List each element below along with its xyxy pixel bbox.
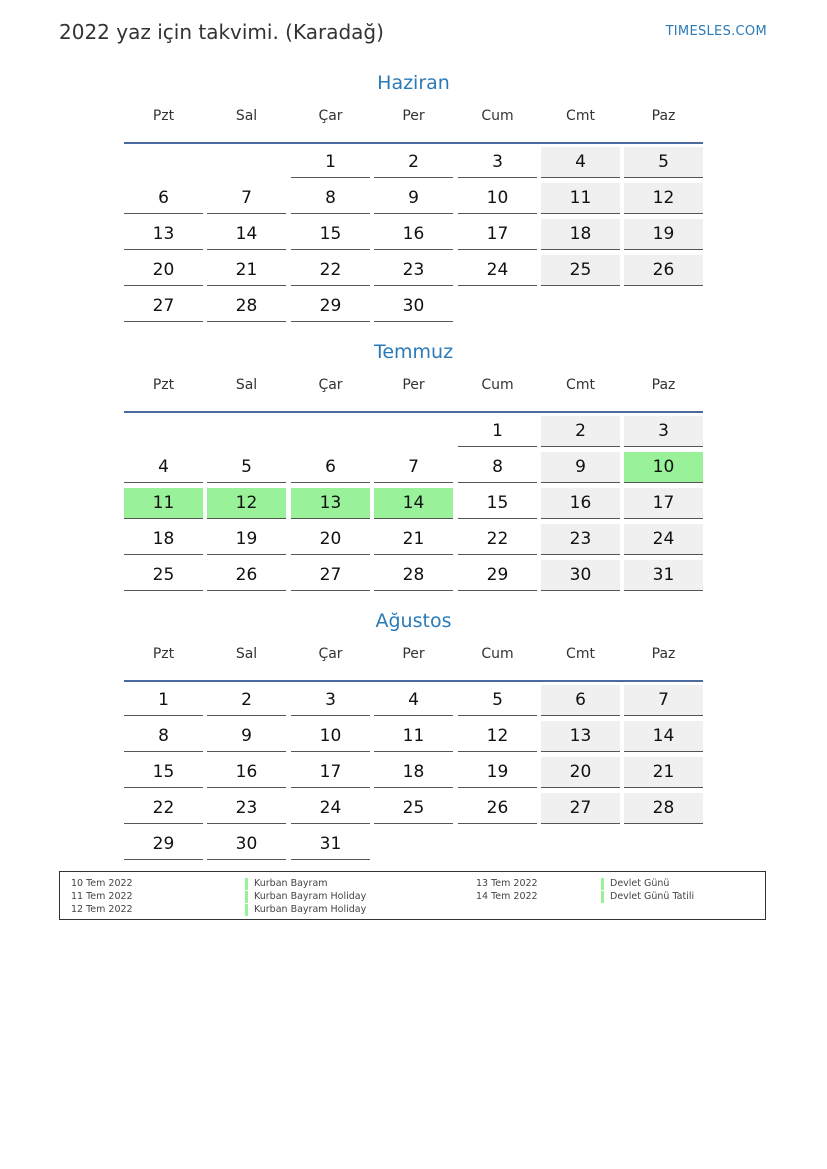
day-cell[interactable]: 24	[291, 793, 370, 824]
legend-date: 10 Tem 2022	[71, 878, 133, 889]
weekday-label: Paz	[651, 377, 676, 393]
legend-holiday-name: Kurban Bayram Holiday	[245, 891, 366, 903]
day-cell[interactable]: 30	[541, 560, 620, 591]
day-cell[interactable]: 7	[624, 685, 703, 716]
day-cell[interactable]: 29	[458, 560, 537, 591]
day-cell[interactable]: 30	[207, 829, 286, 860]
legend-holiday-name: Kurban Bayram	[245, 878, 328, 890]
holiday-day-cell[interactable]: 13	[291, 488, 370, 519]
day-cell[interactable]: 22	[458, 524, 537, 555]
day-cell[interactable]: 5	[624, 147, 703, 178]
day-cell[interactable]: 2	[207, 685, 286, 716]
day-cell[interactable]: 31	[624, 560, 703, 591]
day-cell[interactable]: 27	[124, 291, 203, 322]
weekday-header	[124, 640, 703, 682]
day-cell[interactable]: 25	[541, 255, 620, 286]
day-cell[interactable]: 26	[207, 560, 286, 591]
day-cell[interactable]: 15	[291, 219, 370, 250]
weekday-label: Per	[402, 646, 425, 662]
weekday-label: Sal	[235, 646, 258, 662]
legend-date: 13 Tem 2022	[476, 878, 538, 889]
holiday-day-cell[interactable]: 14	[374, 488, 453, 519]
day-cell[interactable]: 28	[374, 560, 453, 591]
day-cell[interactable]: 5	[207, 452, 286, 483]
day-cell[interactable]: 3	[458, 147, 537, 178]
day-cell[interactable]: 11	[541, 183, 620, 214]
day-cell[interactable]: 12	[458, 721, 537, 752]
weekday-label: Paz	[651, 646, 676, 662]
brand-logo[interactable]: TIMESLES.COM	[665, 24, 767, 39]
day-cell[interactable]: 24	[458, 255, 537, 286]
day-cell[interactable]: 2	[374, 147, 453, 178]
day-cell[interactable]: 18	[374, 757, 453, 788]
month-title: Ağustos	[375, 610, 452, 632]
weekday-label: Pzt	[152, 377, 175, 393]
day-cell[interactable]: 24	[624, 524, 703, 555]
day-cell[interactable]: 30	[374, 291, 453, 322]
day-cell[interactable]: 10	[458, 183, 537, 214]
day-cell[interactable]: 27	[291, 560, 370, 591]
day-cell[interactable]: 19	[207, 524, 286, 555]
month-2	[124, 608, 703, 854]
weekday-label: Per	[402, 377, 425, 393]
day-cell[interactable]: 17	[291, 757, 370, 788]
weekday-label: Sal	[235, 377, 258, 393]
day-cell[interactable]: 31	[291, 829, 370, 860]
day-cell[interactable]: 14	[207, 219, 286, 250]
day-cell[interactable]: 9	[374, 183, 453, 214]
day-cell[interactable]: 4	[541, 147, 620, 178]
weekday-label: Pzt	[152, 646, 175, 662]
day-cell[interactable]: 1	[458, 416, 537, 447]
day-cell[interactable]: 27	[541, 793, 620, 824]
day-cell[interactable]: 17	[458, 219, 537, 250]
day-cell[interactable]: 7	[374, 452, 453, 483]
day-cell[interactable]: 21	[207, 255, 286, 286]
weekday-label: Çar	[318, 108, 343, 124]
legend-holiday-name: Devlet Günü Tatili	[601, 891, 694, 903]
day-cell[interactable]: 15	[458, 488, 537, 519]
day-cell[interactable]: 22	[124, 793, 203, 824]
day-cell[interactable]: 20	[124, 255, 203, 286]
day-cell[interactable]: 25	[124, 560, 203, 591]
day-cell[interactable]: 3	[624, 416, 703, 447]
weekday-header	[124, 371, 703, 413]
day-cell[interactable]: 21	[624, 757, 703, 788]
day-cell[interactable]: 28	[207, 291, 286, 322]
day-cell[interactable]: 5	[458, 685, 537, 716]
weekday-label: Çar	[318, 646, 343, 662]
weekday-label: Çar	[318, 377, 343, 393]
legend-date: 12 Tem 2022	[71, 904, 133, 915]
day-cell[interactable]: 11	[374, 721, 453, 752]
day-cell[interactable]: 13	[124, 219, 203, 250]
weekday-label: Sal	[235, 108, 258, 124]
day-cell[interactable]: 29	[124, 829, 203, 860]
holiday-day-cell[interactable]: 10	[624, 452, 703, 483]
day-cell[interactable]: 25	[374, 793, 453, 824]
holiday-day-cell[interactable]: 12	[207, 488, 286, 519]
day-cell[interactable]: 10	[291, 721, 370, 752]
day-cell[interactable]: 1	[124, 685, 203, 716]
day-cell[interactable]: 22	[291, 255, 370, 286]
day-cell[interactable]: 21	[374, 524, 453, 555]
day-cell[interactable]: 20	[291, 524, 370, 555]
holiday-day-cell[interactable]: 11	[124, 488, 203, 519]
weekday-label: Paz	[651, 108, 676, 124]
day-cell[interactable]: 8	[458, 452, 537, 483]
day-cell[interactable]: 23	[541, 524, 620, 555]
day-cell[interactable]: 12	[624, 183, 703, 214]
day-cell[interactable]: 19	[458, 757, 537, 788]
day-cell[interactable]: 15	[124, 757, 203, 788]
day-cell[interactable]: 6	[541, 685, 620, 716]
weekday-label: Pzt	[152, 108, 175, 124]
day-cell[interactable]: 6	[291, 452, 370, 483]
day-cell[interactable]: 14	[624, 721, 703, 752]
legend-date: 14 Tem 2022	[476, 891, 538, 902]
day-cell[interactable]: 17	[624, 488, 703, 519]
legend-date: 11 Tem 2022	[71, 891, 133, 902]
day-cell[interactable]: 19	[624, 219, 703, 250]
day-cell[interactable]: 1	[291, 147, 370, 178]
day-cell[interactable]: 18	[541, 219, 620, 250]
day-cell[interactable]: 6	[124, 183, 203, 214]
day-cell[interactable]: 26	[624, 255, 703, 286]
month-1	[124, 339, 703, 585]
day-cell[interactable]: 28	[624, 793, 703, 824]
month-title: Temmuz	[373, 341, 454, 363]
legend-holiday-name: Kurban Bayram Holiday	[245, 904, 366, 916]
day-cell[interactable]: 16	[541, 488, 620, 519]
legend-holiday-name: Devlet Günü	[601, 878, 669, 890]
day-cell[interactable]: 8	[124, 721, 203, 752]
day-cell[interactable]: 23	[374, 255, 453, 286]
weekday-label: Cum	[481, 108, 514, 124]
weekday-label: Cum	[481, 377, 514, 393]
day-cell[interactable]: 3	[291, 685, 370, 716]
day-cell[interactable]: 26	[458, 793, 537, 824]
weekday-label: Cum	[481, 646, 514, 662]
weekday-label: Per	[402, 108, 425, 124]
day-cell[interactable]: 18	[124, 524, 203, 555]
day-cell[interactable]: 9	[207, 721, 286, 752]
month-title: Haziran	[377, 72, 450, 94]
day-cell[interactable]: 4	[374, 685, 453, 716]
day-cell[interactable]: 7	[207, 183, 286, 214]
day-cell[interactable]: 9	[541, 452, 620, 483]
day-cell[interactable]: 16	[207, 757, 286, 788]
day-cell[interactable]: 13	[541, 721, 620, 752]
weekday-label: Cmt	[566, 646, 595, 662]
day-cell[interactable]: 20	[541, 757, 620, 788]
day-cell[interactable]: 16	[374, 219, 453, 250]
holiday-legend	[59, 871, 766, 920]
day-cell[interactable]: 29	[291, 291, 370, 322]
weekday-label: Cmt	[566, 108, 595, 124]
month-0	[124, 70, 703, 316]
day-cell[interactable]: 4	[124, 452, 203, 483]
weekday-label: Cmt	[566, 377, 595, 393]
day-cell[interactable]: 23	[207, 793, 286, 824]
page-title: 2022 yaz için takvimi. (Karadağ)	[59, 20, 384, 44]
day-cell[interactable]: 2	[541, 416, 620, 447]
weekday-header	[124, 102, 703, 144]
day-cell[interactable]: 8	[291, 183, 370, 214]
